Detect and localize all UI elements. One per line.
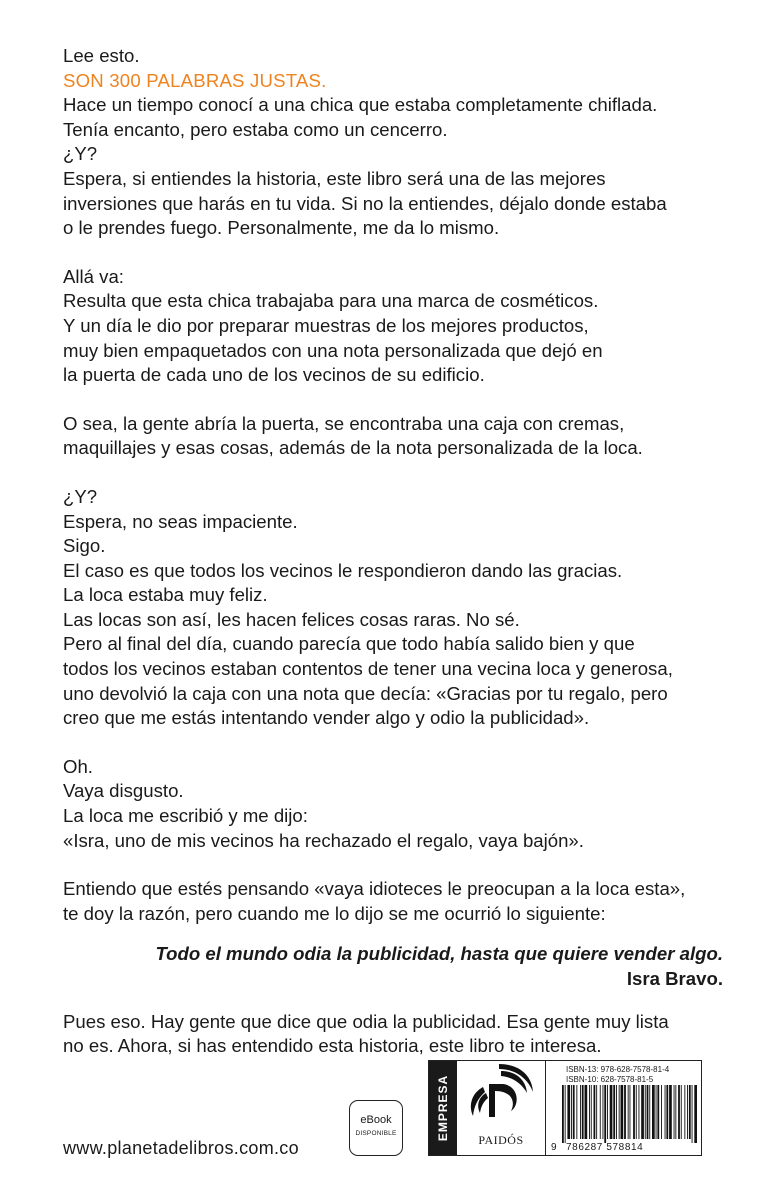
text-line: Vaya disgusto. xyxy=(63,780,184,802)
text-line: Entiendo que estés pensando «vaya idioteces le preocupan a la loca esta», xyxy=(63,878,686,900)
publisher-block xyxy=(459,1061,543,1155)
text-line: muy bien empaquetados con una nota personalizada que dejó en xyxy=(63,339,603,361)
isbn-barcode-block xyxy=(545,1061,702,1155)
text-line: o le prendes fuego. Personalmente, me da lo mismo. xyxy=(63,217,500,239)
text-line: Tenía encanto, pero estaba como un cencerro. xyxy=(63,118,448,140)
text-line: «Isra, uno de mis vecinos ha rechazado el regalo, vaya bajón». xyxy=(63,829,584,851)
text-line: El caso es que todos los vecinos le respondieron dando las gracias. xyxy=(63,559,623,581)
text-line: todos los vecinos estaban contentos de tener una vecina loca y generosa, xyxy=(63,658,673,680)
isbn-13: ISBN-13: 978-628-7578-81-4 xyxy=(566,1065,670,1074)
category-spine xyxy=(429,1061,457,1155)
ebook-sub-label: DISPONIBLE xyxy=(355,1130,397,1137)
quote-block xyxy=(63,942,723,991)
headline: SON 300 PALABRAS JUSTAS. xyxy=(63,69,327,91)
text-line: te doy la razón, pero cuando me lo dijo se me ocurrió lo siguiente: xyxy=(63,902,606,924)
lead-line: Lee esto. xyxy=(63,45,140,66)
text-line: Hace un tiempo conocí a una chica que estaba completamente chiflada. xyxy=(63,94,658,116)
text-line: Pues eso. Hay gente que dice que odia la publicidad. Esa gente muy lista xyxy=(63,1010,669,1032)
text-line: uno devolvió la caja con una nota que decía: «Gracias por tu regalo, pero xyxy=(63,682,668,704)
isbn-10: ISBN-10: 628-7578-81-5 xyxy=(566,1075,654,1084)
quote-text: Todo el mundo odia la publicidad, hasta que quiere vender algo. xyxy=(155,943,723,965)
text-line: Pero al final del día, cuando parecía que todo había salido bien y que xyxy=(63,633,635,655)
text-line: creo que me estás intentando vender algo y odio la publicidad». xyxy=(63,707,590,729)
ebook-label: eBook xyxy=(360,1114,392,1126)
text-line: Y un día le dio por preparar muestras de los mejores productos, xyxy=(63,314,589,336)
text-line: ¿Y? xyxy=(63,143,98,165)
publisher-name: PAIDÓS xyxy=(478,1133,524,1147)
text-line: no es. Ahora, si has entendido esta historia, este libro te interesa. xyxy=(63,1035,602,1057)
quote-author: Isra Bravo. xyxy=(626,968,723,989)
text-line: la puerta de cada uno de los vecinos de su edificio. xyxy=(63,364,485,386)
text-line: Espera, no seas impaciente. xyxy=(63,510,298,532)
text-line: maquillajes y esas cosas, además de la nota personalizada de la loca. xyxy=(63,437,643,459)
text-line: Las locas son así, les hacen felices cosas raras. No sé. xyxy=(63,608,520,630)
category-label: EMPRESA xyxy=(436,1074,450,1142)
text-line: Allá va: xyxy=(63,265,124,287)
text-line: Oh. xyxy=(63,755,93,777)
text-line: inversiones que harás en tu vida. Si no la entiendes, déjalo donde estaba xyxy=(63,192,667,214)
text-line: Espera, si entiendes la historia, este libro será una de las mejores xyxy=(63,167,606,189)
barcode-icon xyxy=(546,1085,702,1145)
text-line: O sea, la gente abría la puerta, se encontraba una caja con cremas, xyxy=(63,412,625,434)
website-url: www.planetadelibros.com.co xyxy=(63,1138,299,1158)
back-cover-text xyxy=(63,44,723,1059)
text-line: Resulta que esta chica trabajaba para una marca de cosméticos. xyxy=(63,290,599,312)
publisher-box xyxy=(428,1060,702,1156)
barcode-rest-digits: 786287 578814 xyxy=(566,1142,644,1153)
text-line: La loca estaba muy feliz. xyxy=(63,584,268,606)
text-line: ¿Y? xyxy=(63,485,98,507)
text-line: La loca me escribió y me dijo: xyxy=(63,805,308,827)
ebook-badge xyxy=(349,1100,403,1156)
publisher-logo-icon xyxy=(459,1061,543,1131)
barcode-first-digit: 9 xyxy=(551,1142,558,1153)
text-line: Sigo. xyxy=(63,535,106,557)
